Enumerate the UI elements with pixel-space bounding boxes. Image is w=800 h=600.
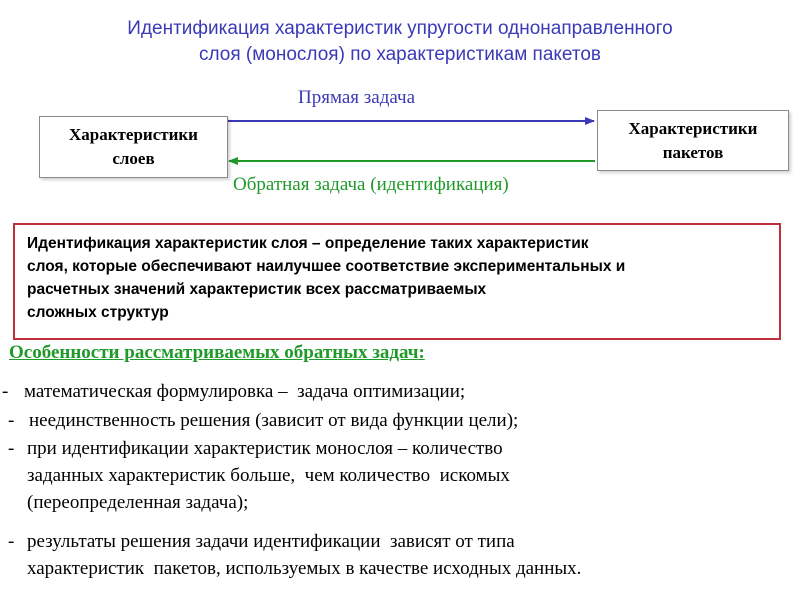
list-item-text: математическая формулировка – задача оптимизации; <box>24 381 466 402</box>
features-heading <box>9 342 425 364</box>
direct-problem-label: Прямая задача <box>298 87 416 108</box>
bullet-dash: - <box>8 438 15 459</box>
definition-box <box>13 223 781 340</box>
list-item-text: результаты решения задачи идентификации зависят от типа характеристик пакетов, используемых в качестве исходных данных. <box>27 531 582 579</box>
package-characteristics-box <box>597 110 789 171</box>
list-item-text: неединственность решения (зависит от вида функции цели); <box>29 410 519 431</box>
layer-characteristics-box <box>39 116 228 178</box>
package-characteristics-label: Характеристики пакетов <box>628 118 758 162</box>
layer-characteristics-label: Характеристики слоев <box>69 125 198 168</box>
bullet-dash: - <box>8 410 15 431</box>
list-item-text: при идентификации характеристик монослоя – количество заданных характеристик больше, чем количество искомых (переопределенная задача); <box>27 438 510 513</box>
bullet-dash: - <box>2 381 9 402</box>
bullet-dash: - <box>8 531 15 552</box>
definition-text: Идентификация характеристик слоя – определение таких характеристик слоя, которые обеспечивают наилучшее соответствие экспериментальных и расчетных значений характеристик всех рассматриваемых сложных структур <box>27 235 626 321</box>
inverse-problem-label: Обратная задача (идентификация) <box>233 174 509 195</box>
slide-title: Идентификация характеристик упругости однонаправленного слоя (монослоя) по характеристикам пакетов <box>127 18 673 65</box>
features-heading-text: Особенности рассматриваемых обратных задач <box>9 342 419 363</box>
features-heading-colon: : <box>418 342 425 363</box>
